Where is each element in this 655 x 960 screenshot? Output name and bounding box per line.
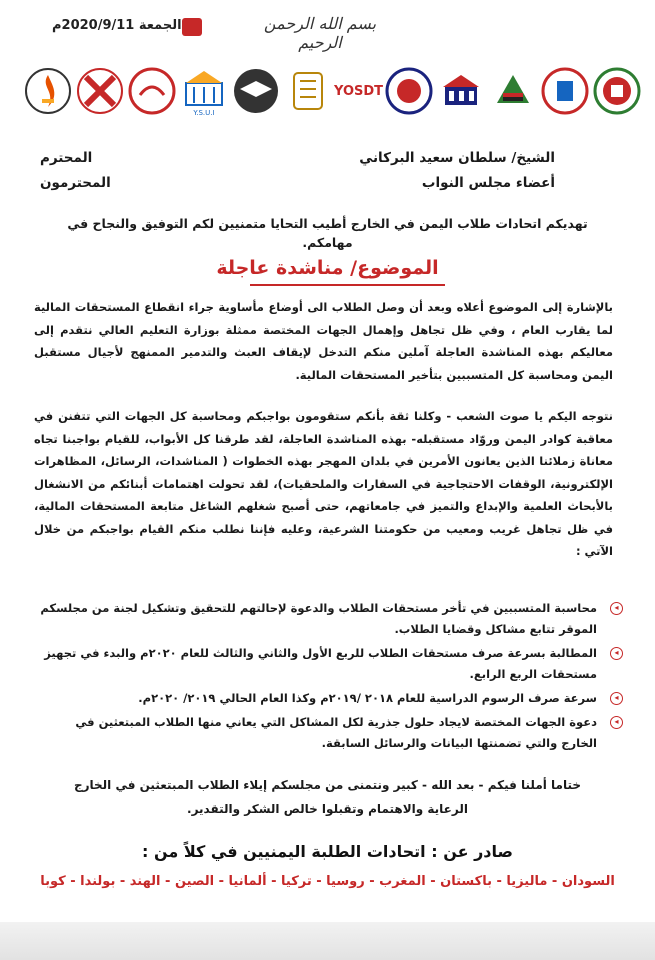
body-paragraph-2: نتوجه اليكم يا صوت الشعب - وكلنا ثقة بأنكم ستقومون بواجبكم ومحاسبة كل الجهات التي تتفنن في معاقبة كوادر اليمن وروّاد مستقبله- بهذه المناشدة العاجلة، لقد طرقنا كل الأبواب، للقيام بواجبنا تجاه معاناة زملائنا الذين يعانون الأمرين في بلدان المهجر بهذه الخطوات ( المناشدات، الرسائل، المظاهرات الإلكترونية، الوقفات الاحتجاجية في السفارات والملحقيات)، لقد تحولت اهتمامات أبنائكم من الانشغال بالأبحاث العلمية والإبداع والتميز في جامعاتهم، حتى أصبح شغلهم الشاغل متابعة المستحقات المالية، في ظل تجاهل غريب ومعيب من حكومتنا الشرعية، وعليه فإننا نطلب منكم القيام بواجبكم من خلال الآتي : xyxy=(34,409,613,558)
logo-red-badge xyxy=(539,65,591,117)
closing-text: ختاما أملنا فيكم - بعد الله - كبير ونتمنى من مجلسكم إيلاء الطلاب المبتعثين في الخارج الرعاية والاهتمام وتقبلوا خالص الشكر والتقدير. xyxy=(73,778,582,816)
bottom-bar xyxy=(0,922,655,960)
logo-flame xyxy=(22,65,74,117)
top-bar xyxy=(0,14,655,52)
date-text: الجمعة 2020/9/11م xyxy=(52,18,182,33)
demand-item: ◂ سرعة صرف الرسوم الدراسية للعام ٢٠١٨ /٢٠١٩م وكذا العام الحالي ٢٠١٩/ ٢٠٢٠م. xyxy=(40,688,627,709)
logo-grad-cap xyxy=(230,65,282,117)
honorific-plural: المحترمون xyxy=(40,175,111,191)
subject-underline xyxy=(250,284,445,286)
logo-ysui-text: Y.S.U.I xyxy=(193,109,215,117)
date-marker xyxy=(182,18,202,36)
greeting-text: تهديكم اتحادات طلاب اليمن في الخارج أطيب التحايا متمنيين لكم التوفيق والنجاح في مهامكم. xyxy=(67,216,588,250)
subject-heading: الموضوع/ مناشدة عاجلة xyxy=(216,257,439,279)
issued-by: صادر عن : اتحادات الطلبة اليمنيين في كلاً من : xyxy=(142,842,513,861)
logo-round-seal xyxy=(383,65,435,117)
logo-building xyxy=(435,65,487,117)
demand-item: ◂ المطالبة بسرعة صرف مستحقات الطلاب للربع الأول والثاني والثالث للعام ٢٠٢٠م والبدء في تجهيز مستحقات الربع الرابع. xyxy=(40,643,627,685)
logo-circle-red xyxy=(126,65,178,117)
demands-list xyxy=(40,598,627,757)
countries-list: السودان - ماليزيا - باكستان - المغرب - روسيا - تركيا - ألمانيا - الصين - الهند - بولندا - كوبا xyxy=(40,874,615,889)
demand-item: ◂ دعوة الجهات المختصة لايجاد حلول جذرية لكل المشاكل التي يعاني منها الطلاب المبتعثين في الخارج والتي تضمنتها البيانات والرسائل السابقة. xyxy=(40,712,627,754)
logo-ysui xyxy=(178,65,230,117)
address-block xyxy=(40,146,555,196)
bullet-arrow-icon: ◂ xyxy=(610,716,623,729)
logo-union-cross xyxy=(74,65,126,117)
logo-wreath xyxy=(591,65,643,117)
recipient-name: الشيخ/ سلطان سعيد البركاني xyxy=(359,150,555,166)
recipient-council: أعضاء مجلس النواب xyxy=(421,175,555,191)
logo-emblem-gold xyxy=(282,65,334,117)
demand-item: ◂ محاسبة المتسببين في تأخر مستحقات الطلاب والدعوة لإحالتهم للتحقيق وتشكيل لجنة من مجلسكم الموقر تتابع مشاكل وقضايا الطلاب. xyxy=(40,598,627,640)
body-paragraph-1: بالإشارة إلى الموضوع أعلاه وبعد أن وصل الطلاب الى أوضاع مأساوية جراء انقطاع المستحقات المالية لما يقارب العام ، وفي ظل تجاهل وإهمال الجهات المختصة ممثلة بوزارة التعليم العالي نتقدم إلى معاليكم بهذه المناشدة العاجلة آملين منكم التدخل لإيقاف العبث والتدمير الممنهج لأجيال مستقبل اليمن ومحاسبة كل المتسببين بتأخير المستحقات المالية. xyxy=(34,300,613,382)
honorific-singular: المحترم xyxy=(40,150,93,166)
logo-flag-map xyxy=(487,65,539,117)
bullet-arrow-icon: ◂ xyxy=(610,647,623,660)
logo-yosdt: YOSDT xyxy=(334,83,384,99)
logos-row xyxy=(22,58,637,124)
bullet-arrow-icon: ◂ xyxy=(610,602,623,615)
bullet-arrow-icon: ◂ xyxy=(610,692,623,705)
basmala-calligraphy: بسم الله الرحمن الرحيم xyxy=(263,14,377,52)
